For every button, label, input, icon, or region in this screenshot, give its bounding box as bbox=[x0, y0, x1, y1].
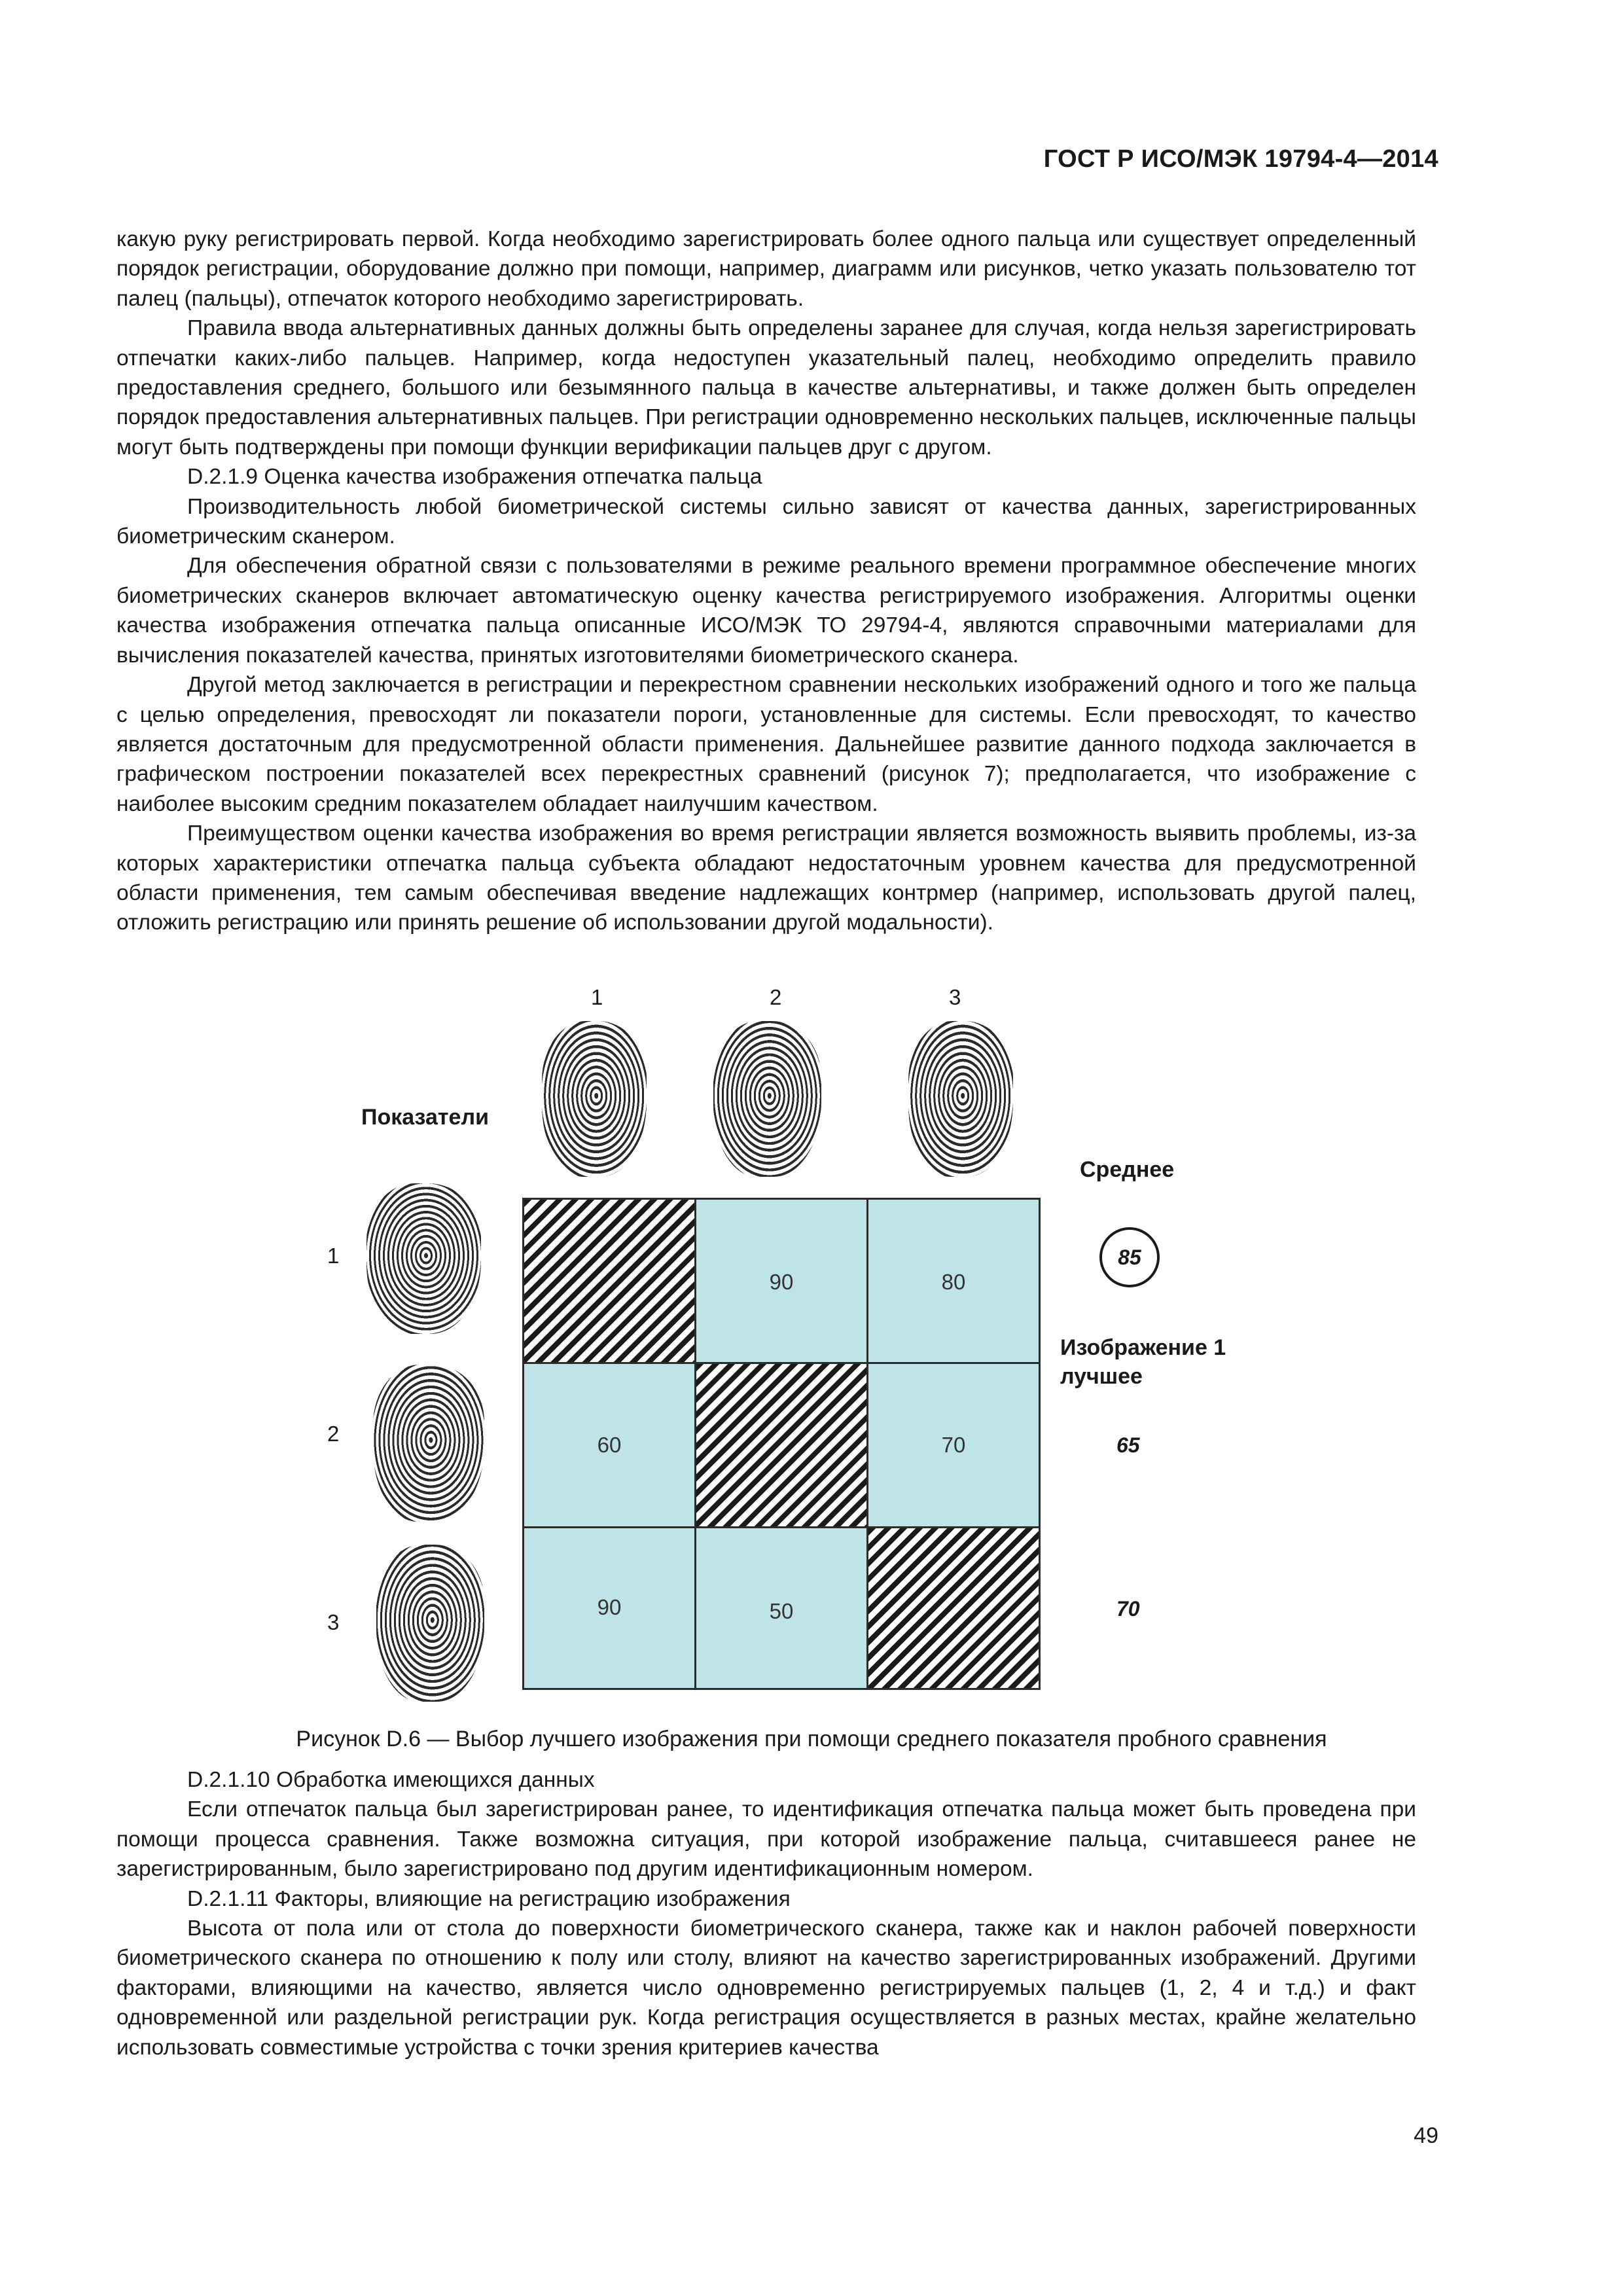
body-text-bottom bbox=[116, 1765, 1416, 2062]
column-label: 1 bbox=[591, 985, 603, 1009]
matrix-cell bbox=[866, 1198, 1041, 1364]
matrix-value: 80 bbox=[941, 1270, 966, 1294]
figure-caption: Рисунок D.6 — Выбор лучшего изображения при помощи среднего показателя пробного сравнения bbox=[296, 1727, 1327, 1751]
matrix-value: 50 bbox=[769, 1599, 794, 1623]
section-heading: D.2.1.11 Факторы, влияющие на регистрацию изображения bbox=[187, 1886, 791, 1911]
paragraph: Производительность любой биометрической системы сильно зависят от качества данных, зарегистрированных биометрическим сканером. bbox=[116, 494, 1416, 549]
fingerprint-image-icon bbox=[542, 1021, 647, 1177]
row-label: 3 bbox=[327, 1610, 340, 1634]
paragraph: Высота от пола или от стола до поверхности биометрического сканера, также как и наклон рабочей поверхности биометрического сканера по отношению к полу или столу, влияют на качество зарегистрированных изображений. Другими факторами, влияющими на качество, является число одновременно регистрируемых пальцев (1, 2, 4 и т.д.) и факт одновременной или раздельной регистрации рук. Когда регистрация осуществляется в разных местах, крайне желательно использовать совместимые устройства с точки зрения критериев качества bbox=[116, 1916, 1416, 2060]
matrix-cell-diagonal bbox=[522, 1198, 696, 1364]
paragraph: какую руку регистрировать первой. Когда необходимо зарегистрировать более одного пальца или существует определенный порядок регистрации, оборудование должно при помощи, например, диаграмм или рисунков, четко указать пользователю тот палец (пальцы), отпечаток которого необходимо зарегистрировать. bbox=[116, 227, 1416, 311]
matrix-cell bbox=[522, 1526, 696, 1690]
matrix-cell bbox=[522, 1362, 696, 1528]
fingerprint-image-icon bbox=[366, 1183, 481, 1334]
body-text-top bbox=[116, 224, 1416, 938]
matrix-value: 90 bbox=[597, 1595, 622, 1619]
row-label: 1 bbox=[327, 1244, 340, 1268]
paragraph: Для обеспечения обратной связи с пользователями в режиме реального времени программное обеспечение многих биометрических сканеров включает автоматическую оценку качества регистрируемого изображения. Алгоритмы оценки качества изображения отпечатка пальца описанные ИСО/МЭК ТО 29794-4, являются справочными материалами для вычисления показателей качества, принятых изготовителями биометрического сканера. bbox=[116, 554, 1416, 668]
matrix-cell bbox=[694, 1198, 868, 1364]
average-label: Среднее bbox=[1080, 1157, 1175, 1182]
column-label: 3 bbox=[949, 985, 961, 1009]
average-value: 65 bbox=[1116, 1433, 1140, 1457]
section-heading: D.2.1.10 Обработка имеющихся данных bbox=[187, 1768, 595, 1792]
matrix-value: 90 bbox=[769, 1270, 794, 1294]
paragraph: Правила ввода альтернативных данных должны быть определены заранее для случая, когда нельзя зарегистрировать отпечатки каких-либо пальцев. Например, когда недоступен указательный палец, необходимо определить правило предоставления среднего, большого или безымянного пальца в качестве альтернативы, и также должен быть определен порядок предоставления альтернативных пальцев. При регистрации одновременно нескольких пальцев, исключенные пальцы могут быть подтверждены при помощи функции верификации пальцев друг с другом. bbox=[116, 316, 1416, 459]
paragraph: Другой метод заключается в регистрации и перекрестном сравнении нескольких изображений одного и того же пальца с целью определения, превосходят ли показатели пороги, установленные для системы. Если превосходят, то качество является достаточным для предусмотренной области применения. Дальнейшее развитие данного подхода заключается в графическом построении показателей всех перекрестных сравнений (рисунок 7); предполагается, что изображение с наиболее высоким средним показателем обладает наилучшим качеством. bbox=[116, 673, 1416, 816]
matrix-value: 70 bbox=[941, 1433, 966, 1457]
paragraph: Если отпечаток пальца был зарегистрирован ранее, то идентификация отпечатка пальца может быть проведена при помощи процесса сравнения. Также возможна ситуация, при которой изображение пальца, считавшееся ранее не зарегистрированным, было зарегистрировано под другим идентификационным номером. bbox=[116, 1797, 1416, 1882]
fingerprint-image-icon bbox=[373, 1365, 484, 1522]
scores-label: Показатели bbox=[361, 1105, 489, 1130]
fingerprint-image-icon bbox=[713, 1021, 821, 1177]
average-best-circle: 85 bbox=[1099, 1227, 1160, 1287]
document-header: ГОСТ Р ИСО/МЭК 19794-4—2014 bbox=[1043, 145, 1438, 173]
matrix-cell bbox=[866, 1362, 1041, 1528]
paragraph: Преимуществом оценки качества изображения во время регистрации является возможность выявить проблемы, из-за которых характеристики отпечатка пальца субъекта обладают недостаточным уровнем качества для предусмотренной области применения, тем самым обеспечивая введение надлежащих контрмер (например, использовать другой палец, отложить регистрацию или принять решение об использовании другой модальности). bbox=[116, 821, 1416, 935]
average-value: 70 bbox=[1116, 1597, 1140, 1621]
column-label: 2 bbox=[770, 985, 782, 1009]
fingerprint-image-icon bbox=[908, 1021, 1013, 1177]
page-number: 49 bbox=[1414, 2123, 1438, 2148]
fingerprint-image-icon bbox=[376, 1545, 484, 1702]
matrix-cell-diagonal bbox=[694, 1362, 868, 1528]
matrix-cell bbox=[694, 1526, 868, 1690]
section-heading: D.2.1.9 Оценка качества изображения отпечатка пальца bbox=[187, 465, 762, 490]
best-image-label: Изображение 1 bbox=[1060, 1335, 1226, 1360]
matrix-cell-diagonal bbox=[866, 1526, 1041, 1690]
best-image-label: лучшее bbox=[1060, 1364, 1143, 1389]
row-label: 2 bbox=[327, 1422, 340, 1446]
matrix-value: 60 bbox=[597, 1433, 622, 1457]
